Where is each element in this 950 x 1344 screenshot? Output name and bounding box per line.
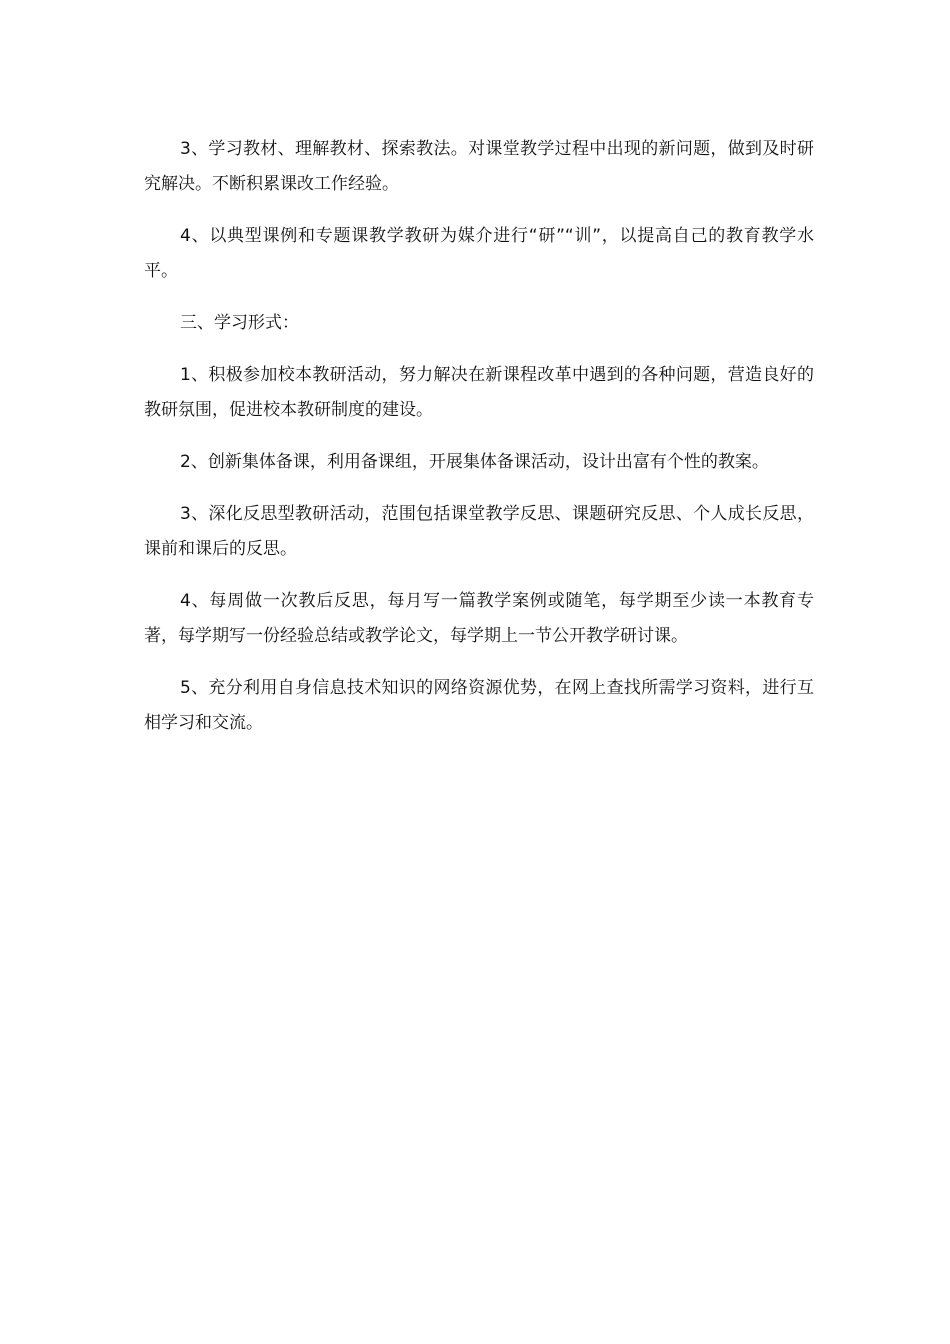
document-body — [144, 132, 814, 758]
paragraph-weekly-reflection: 4、每周做一次教后反思，每月写一篇教学案例或随笔，每学期至少读一本教育专著，每学期写一份经验总结或教学论文，每学期上一节公开教学研讨课。 — [144, 591, 814, 646]
paragraph-typical-lessons: 4、以典型课例和专题课教学教研为媒介进行“研”“训”，以提高自己的教育教学水平。 — [144, 226, 814, 281]
paragraph-network-resources: 5、充分利用自身信息技术知识的网络资源优势，在网上查找所需学习资料，进行互相学习和交流。 — [144, 678, 814, 733]
paragraph-school-research: 1、积极参加校本教研活动，努力解决在新课程改革中遇到的各种问题，营造良好的教研氛围，促进校本教研制度的建设。 — [144, 365, 814, 420]
paragraph-study-materials: 3、学习教材、理解教材、探索教法。对课堂教学过程中出现的新问题，做到及时研究解决。不断积累课改工作经验。 — [144, 139, 814, 194]
section-heading-study-forms: 三、学习形式： — [180, 313, 299, 333]
paragraph-collective-lesson-prep: 2、创新集体备课，利用备课组，开展集体备课活动，设计出富有个性的教案。 — [180, 452, 769, 472]
paragraph-reflective-research: 3、深化反思型教研活动，范围包括课堂教学反思、课题研究反思、个人成长反思，课前和课后的反思。 — [144, 504, 814, 559]
